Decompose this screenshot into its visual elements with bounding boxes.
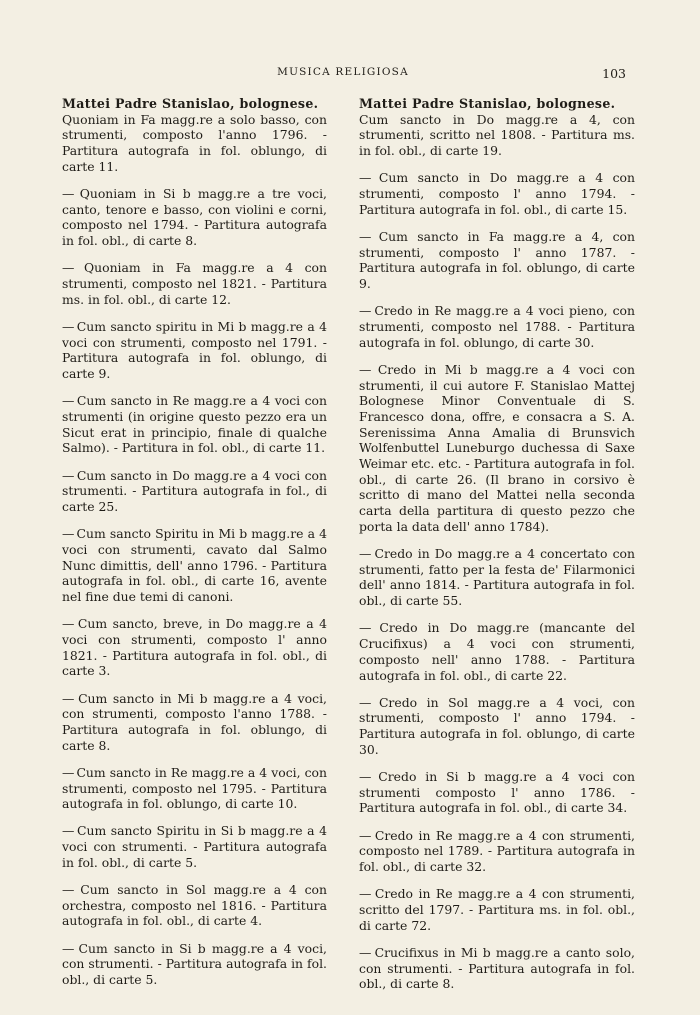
entry-text: Credo in Re magg.re a 4 con strumenti, scritto del 1797. - Partitura ms. in fol. obl., di carte 72. xyxy=(359,886,635,933)
entry-dash: — xyxy=(359,944,375,960)
right-column xyxy=(359,96,635,1003)
catalog-entry xyxy=(62,616,327,679)
entry-author-heading: Mattei Padre Stanislao, bolognese. xyxy=(62,96,319,111)
entry-text: Quoniam in Fa magg.re a 4 con strumenti, composto nel 1821. - Partitura ms. in fol. obl., di carte 12. xyxy=(62,260,327,307)
entry-dash: — xyxy=(62,186,80,202)
entry-text: Credo in Re magg.re a 4 con strumenti, composto nel 1789. - Partitura autografa in fol. obl., di carte 32. xyxy=(359,827,635,875)
entry-dash: — xyxy=(359,620,380,636)
catalog-entry xyxy=(62,941,327,988)
entry-text: Cum sancto in Re magg.re a 4 voci, con strumenti, composto nel 1795. - Partitura autografa in fol. oblungo, di carte 10. xyxy=(62,764,327,812)
page-number: 103 xyxy=(602,66,626,81)
entry-dash: — xyxy=(62,690,79,706)
catalog-entry xyxy=(359,96,635,159)
entry-text: Quoniam in Fa magg.re a solo basso, con strumenti, composto l'anno 1796. - Partitura autografa in fol. oblungo, di carte 11. xyxy=(62,111,327,174)
entry-text: Cum sancto in Mi b magg.re a 4 voci, con strumenti, composto l'anno 1788. - Partitura autografa in fol. oblungo, di carte 8. xyxy=(62,690,327,753)
entry-dash: — xyxy=(62,393,77,409)
entry-text: Credo in Sol magg.re a 4 voci, con strumenti, composto l' anno 1794. - Partitura autografa in fol. oblungo, di carte 30. xyxy=(359,694,635,757)
entry-text: Cum sancto in Si b magg.re a 4 voci, con strumenti. - Partitura autografa in fol. obl., di carte 5. xyxy=(62,940,327,988)
running-header xyxy=(60,66,626,86)
entry-text: Cum sancto in Re magg.re a 4 voci con strumenti (in origine questo pezzo era un Sicut erat in principio, finale di qualche Salmo). - Partitura in fol. obl., di carte 11. xyxy=(62,393,327,456)
catalog-entry xyxy=(62,823,327,870)
catalog-entry xyxy=(62,319,327,382)
entry-text: Crucifixus in Mi b magg.re a canto solo, con strumenti. - Partitura autografa in fol. obl., di carte 8. xyxy=(359,944,635,992)
catalog-entry xyxy=(62,526,327,605)
catalog-entry xyxy=(62,691,327,754)
entry-dash: — xyxy=(62,940,79,956)
left-column xyxy=(62,96,327,999)
entry-text: Credo in Do magg.re (mancante del Crucifixus) a 4 voci con strumenti, composto nell' anno 1788. - Partitura autografa in fol. obl., di carte 22. xyxy=(359,620,635,683)
catalog-entry xyxy=(359,303,635,350)
catalog-entry xyxy=(359,620,635,683)
entry-text: Cum sancto, breve, in Do magg.re a 4 voci con strumenti, composto l' anno 1821. - Partitura autografa in fol. obl., di carte 3. xyxy=(62,616,327,679)
catalog-entry xyxy=(359,362,635,535)
entry-text: Credo in Mi b magg.re a 4 voci con strumenti, il cui autore F. Stanislao Mattej Bolognese Minor Conventuale di S. Francesco dona, offre, e consacra a S. A. Serenissima Anna Amalia di Brunsvich Wolfenbuttel Luneburgo duchessa di Saxe Weimar etc. etc. - Partitura autografa in fol. obl., di carte 26. (Il brano in corsivo è scritto di mano del Mattei nella seconda carta della partitura di questo pezzo che porta la data dell' anno 1784). xyxy=(359,361,635,534)
entry-dash: — xyxy=(359,228,379,244)
entry-dash: — xyxy=(359,546,375,562)
catalog-entry xyxy=(62,260,327,307)
catalog-entry xyxy=(62,186,327,249)
catalog-entry xyxy=(62,468,327,515)
entry-dash: — xyxy=(62,467,77,483)
catalog-entry xyxy=(62,882,327,929)
catalog-entry xyxy=(359,945,635,992)
entry-dash: — xyxy=(359,694,379,710)
entry-dash: — xyxy=(62,260,84,276)
catalog-entry xyxy=(62,96,327,175)
entry-text: Cum sancto in Do magg.re a 4 voci con strumenti. - Partitura autografa in fol., di carte 25. xyxy=(62,467,327,514)
entry-author-heading: Mattei Padre Stanislao, bolognese. xyxy=(359,96,616,111)
entry-dash: — xyxy=(359,170,379,186)
entry-text: Cum sancto Spiritu in Mi b magg.re a 4 voci con strumenti, cavato dal Salmo Nunc dimittis, dell' anno 1796. - Partitura autografa in fol. obl., di carte 16, avente nel fine due temi di canoni. xyxy=(62,526,327,604)
catalog-entry xyxy=(359,769,635,816)
entry-dash: — xyxy=(359,827,375,843)
catalog-entry xyxy=(359,886,635,933)
entry-text: Cum sancto spiritu in Mi b magg.re a 4 voci con strumenti, composto nel 1791. - Partitura autografa in fol. oblungo, di carte 9. xyxy=(62,318,327,382)
entry-dash: — xyxy=(359,769,379,785)
entry-text: Credo in Do magg.re a 4 concertato con strumenti, fatto per la festa de' Filarmonici dell' anno 1814. - Partitura autografa in fol. obl., di carte 55. xyxy=(359,546,635,609)
entry-text: Cum sancto in Sol magg.re a 4 con orchestra, composto nel 1816. - Partitura autografa in fol. obl., di carte 4. xyxy=(62,882,327,929)
running-title: MUSICA RELIGIOSA xyxy=(277,66,409,78)
catalog-entry xyxy=(359,546,635,609)
entry-dash: — xyxy=(62,764,77,780)
catalog-entry xyxy=(359,170,635,217)
catalog-entry xyxy=(359,828,635,875)
entry-text: Credo in Si b magg.re a 4 voci con strumenti composto l' anno 1786. - Partitura autografa in fol. obl., di carte 34. xyxy=(359,769,635,816)
entry-dash: — xyxy=(359,303,375,319)
catalog-entry xyxy=(359,229,635,292)
entry-dash: — xyxy=(62,616,78,632)
entry-dash: — xyxy=(62,318,77,334)
entry-text: Cum sancto in Fa magg.re a 4, con strumenti, composto l' anno 1787. - Partitura autografa in fol. oblungo, di carte 9. xyxy=(359,228,635,292)
entry-dash: — xyxy=(359,361,378,377)
catalog-entry xyxy=(62,765,327,812)
entry-dash: — xyxy=(62,823,77,839)
entry-dash: — xyxy=(62,526,77,542)
catalog-entry xyxy=(62,393,327,456)
entry-dash: — xyxy=(359,886,375,902)
entry-text: Cum sancto Spiritu in Si b magg.re a 4 voci con strumenti. - Partitura autografa in fol. obl., di carte 5. xyxy=(62,823,327,870)
entry-text: Quoniam in Si b magg.re a tre voci, canto, tenore e basso, con violini e corni, composto nel 1794. - Partitura autografa in fol. obl., di carte 8. xyxy=(62,186,327,249)
entry-text: Cum sancto in Do magg.re a 4 con strumenti, composto l' anno 1794. - Partitura autografa in fol. obl., di carte 15. xyxy=(359,170,635,217)
entry-dash: — xyxy=(62,882,81,898)
entry-text: Cum sancto in Do magg.re a 4, con strumenti, scritto nel 1808. - Partitura ms. in fol. obl., di carte 19. xyxy=(359,111,635,159)
entry-text: Credo in Re magg.re a 4 voci pieno, con strumenti, composto nel 1788. - Partitura autografa in fol. oblungo, di carte 30. xyxy=(359,303,635,350)
catalog-entry xyxy=(359,695,635,758)
